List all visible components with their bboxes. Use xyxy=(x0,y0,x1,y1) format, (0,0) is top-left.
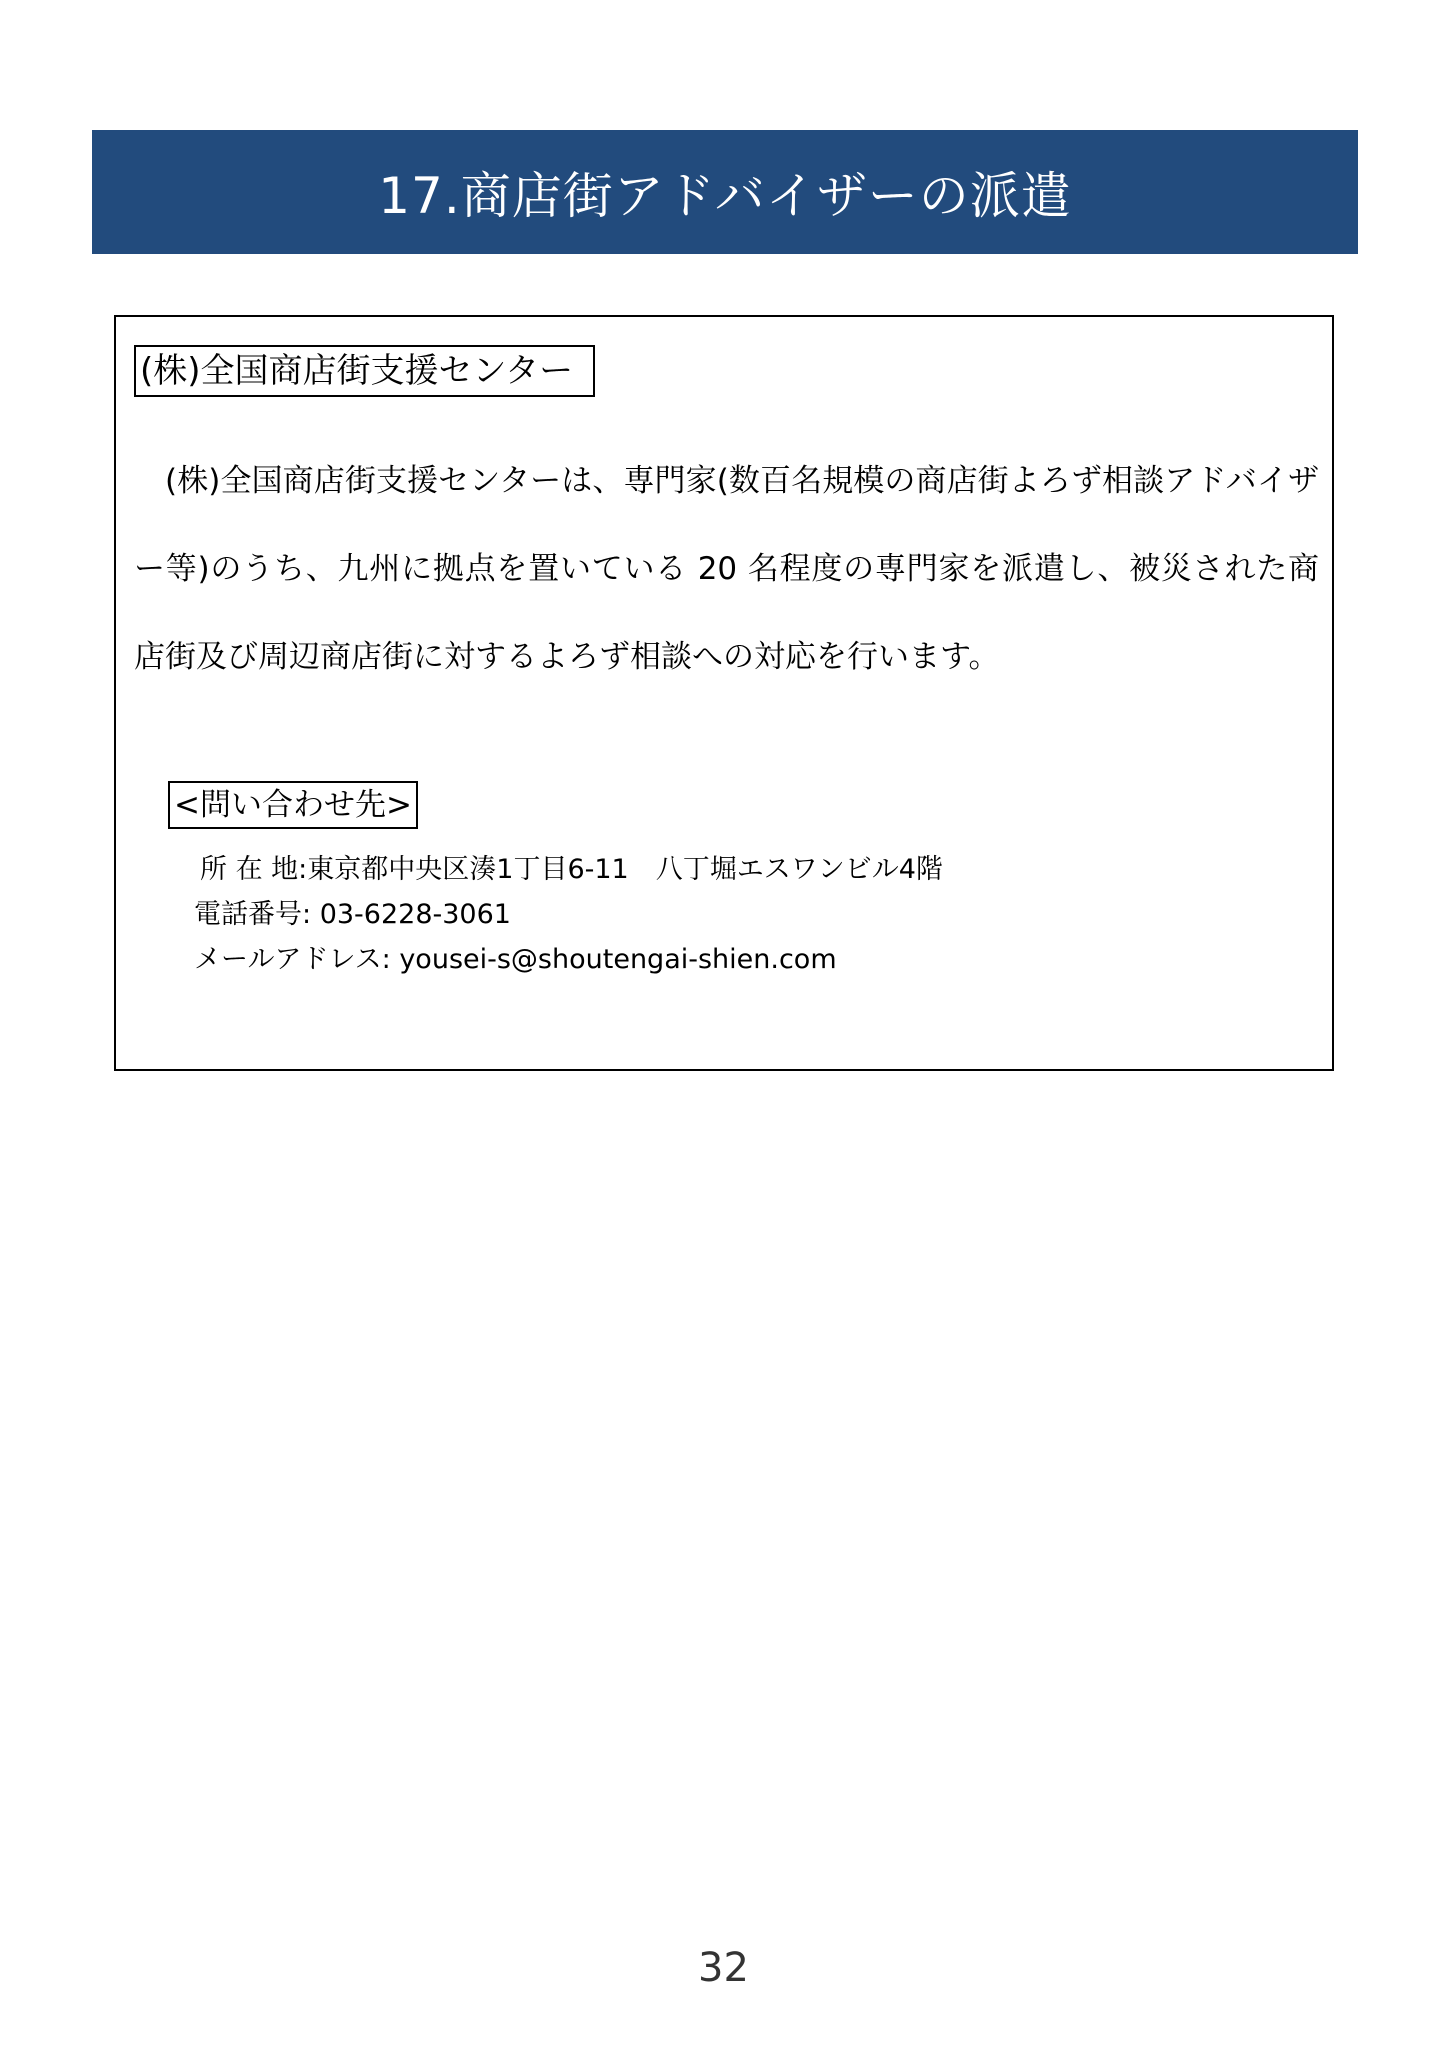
phone-row xyxy=(194,892,943,937)
address-value: 東京都中央区湊1丁目6-11 八丁堀エスワンビル4階 xyxy=(307,854,943,885)
address-row xyxy=(194,847,943,892)
phone-key: 電話番号: xyxy=(194,899,312,930)
phone-value: 03-6228-3061 xyxy=(311,899,511,930)
contact-heading: <問い合わせ先> xyxy=(168,781,418,829)
page-title: 17.商店街アドバイザーの派遣 xyxy=(378,167,1072,225)
content-box xyxy=(114,315,1334,1071)
description-paragraph xyxy=(134,437,1319,701)
email-value: yousei-s@shoutengai-shien.com xyxy=(390,944,837,975)
page-number: 32 xyxy=(698,1945,749,1991)
description-text: (株)全国商店街支援センターは、専門家(数百名規模の商店街よろず相談アドバイザー等)のうち、九州に拠点を置いている 20 名程度の専門家を派遣し、被災された商店街及び周辺商店街に対するよろず相談への対応を行います。 xyxy=(134,463,1319,675)
address-key: 所 在 地: xyxy=(200,854,308,885)
email-key: メールアドレス: xyxy=(194,944,391,975)
title-banner xyxy=(92,130,1358,254)
email-row xyxy=(194,937,943,982)
organization-label: (株)全国商店街支援センター xyxy=(134,345,595,397)
contact-list xyxy=(194,847,943,982)
